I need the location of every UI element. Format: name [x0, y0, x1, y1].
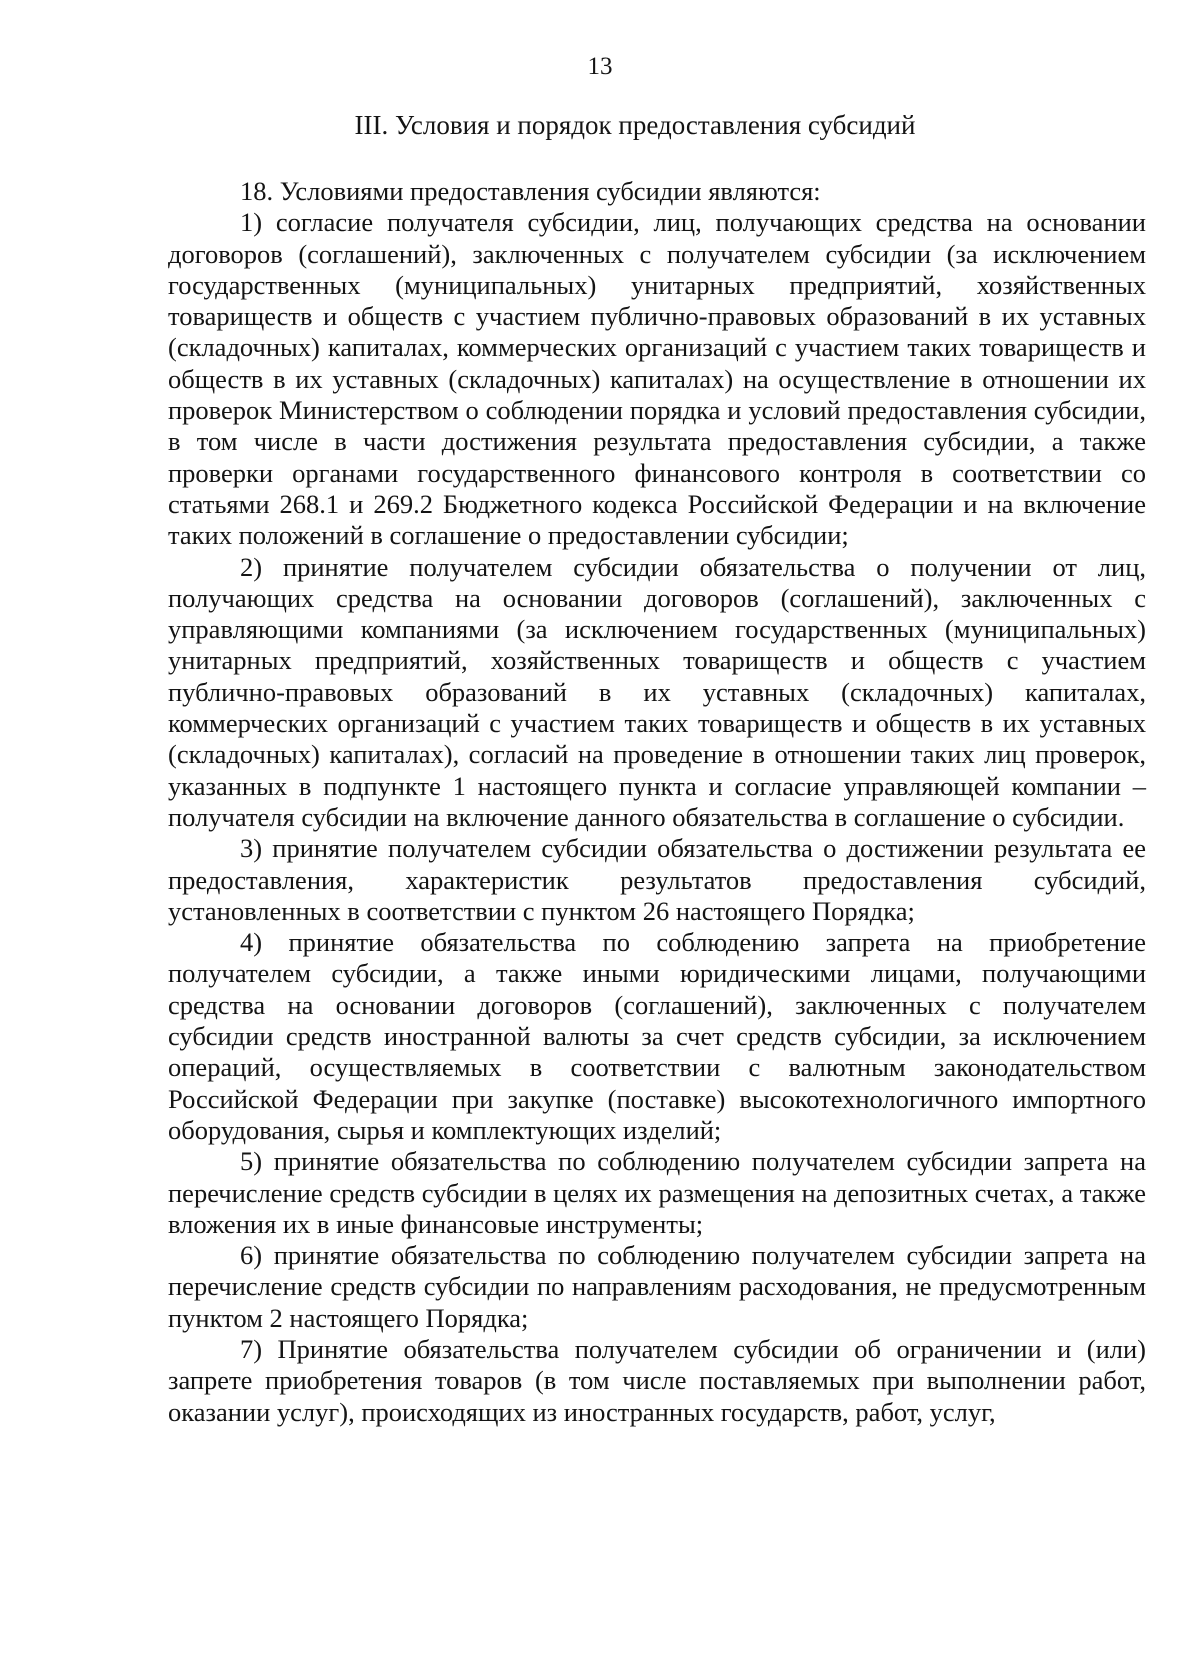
- paragraph-item-3: 3) принятие получателем субсидии обязательства о достижении результата ее предоставления, характеристик результатов предоставления субсидий, установленных в соответствии с пунктом 26 настоящего Порядка;: [168, 833, 1146, 926]
- paragraph-item-7: 7) Принятие обязательства получателем субсидии об ограничении и (или) запрете приобретения товаров (в том числе поставляемых при выполнении работ, оказании услуг), происходящих из иностранных государств, работ, услуг,: [168, 1333, 1146, 1427]
- page-number: 13: [587, 53, 613, 80]
- section-title: III. Условия и порядок предоставления субсидий: [354, 110, 916, 140]
- paragraph-item-1: 1) согласие получателя субсидии, лиц, получающих средства на основании договоров (соглашений), заключенных с получателем субсидии (за исключением государственных (муниципальных) унитарных предприятий, хозяйственных товариществ и обществ с участием публично-правовых образований в их уставных (складочных) капиталах, коммерческих организаций с участием таких товариществ и обществ в их уставных (складочных) капиталах) на осуществление в отношении их проверок Министерством о соблюдении порядка и условий предоставления субсидии, в том числе в части достижения результата предоставления субсидии, а также проверки органами государственного финансового контроля в соответствии со статьями 268.1 и 269.2 Бюджетного кодекса Российской Федерации и на включение таких положений в соглашение о предоставлении субсидии;: [168, 207, 1146, 551]
- paragraph-intro: 18. Условиями предоставления субсидии являются:: [240, 176, 821, 206]
- paragraph-item-4: 4) принятие обязательства по соблюдению запрета на приобретение получателем субсидии, а также иными юридическими лицами, получающими средства на основании договоров (соглашений), заключенных с получателем субсидии средств иностранной валюты за счет средств субсидии, за исключением операций, осуществляемых в соответствии с валютным законодательством Российской Федерации при закупке (поставке) высокотехнологичного импортного оборудования, сырья и комплектующих изделий;: [168, 927, 1146, 1145]
- paragraph-item-6: 6) принятие обязательства по соблюдению получателем субсидии запрета на перечисление средств субсидии по направлениям расходования, не предусмотренным пунктом 2 настоящего Порядка;: [168, 1240, 1146, 1333]
- paragraph-item-5: 5) принятие обязательства по соблюдению получателем субсидии запрета на перечисление средств субсидии в целях их размещения на депозитных счетах, а также вложения их в иные финансовые инструменты;: [168, 1146, 1146, 1239]
- paragraph-item-2: 2) принятие получателем субсидии обязательства о получении от лиц, получающих средства на основании договоров (соглашений), заключенных с управляющими компаниями (за исключением государственных (муниципальных) унитарных предприятий, хозяйственных товариществ и обществ с участием публично-правовых образований в их уставных (складочных) капиталах, коммерческих организаций с участием таких товариществ и обществ в их уставных (складочных) капиталах), согласий на проведение в отношении таких лиц проверок, указанных в подпункте 1 настоящего пункта и согласие управляющей компании – получателя субсидии на включение данного обязательства в соглашение о субсидии.: [168, 551, 1146, 832]
- document-body: [168, 176, 1146, 1428]
